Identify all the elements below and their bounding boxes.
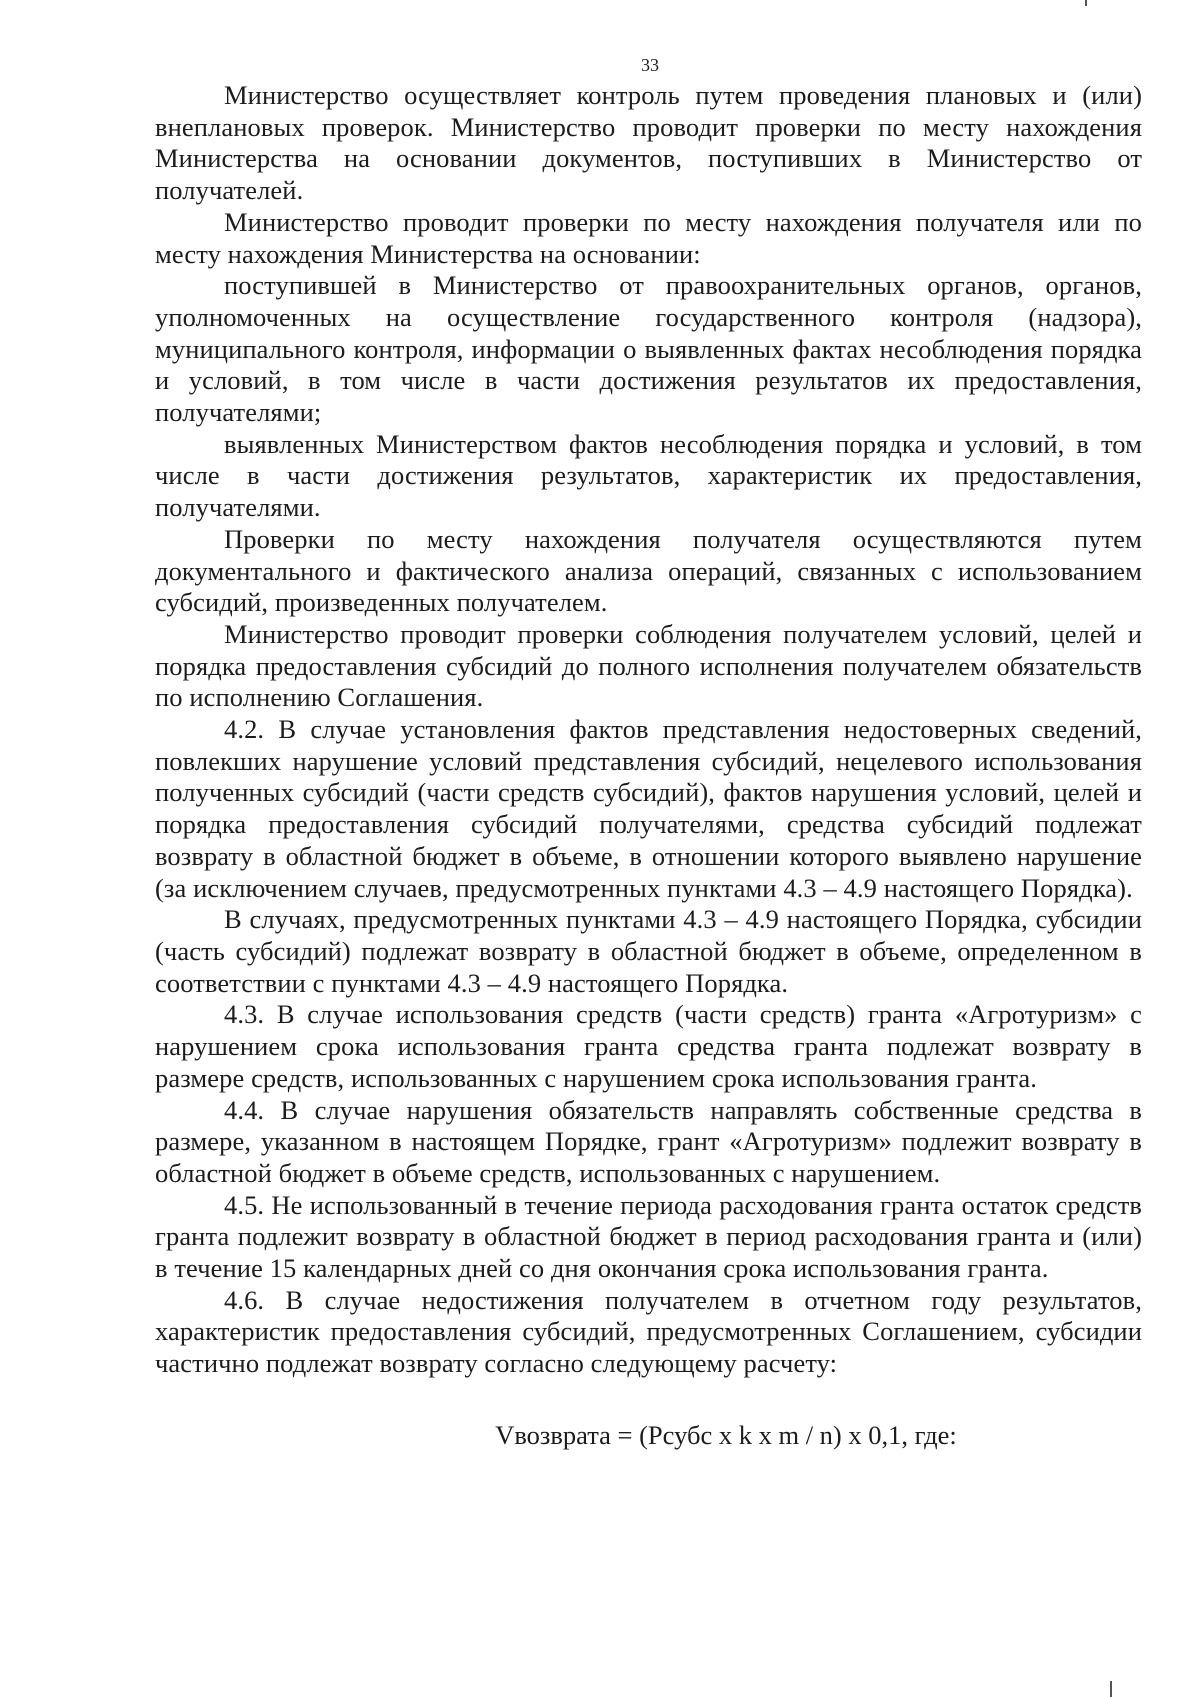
paragraph-ministry-findings: выявленных Министерством фактов несоблюдения порядка и условий, в том числе в части достижения результатов, характеристик их предоставления, получателями. bbox=[155, 428, 1142, 523]
paragraph-inspection-method: Проверки по месту нахождения получателя осуществляются путем документального и фактического анализа операций, связанных с использованием субсидий, произведенных получателем. bbox=[155, 523, 1142, 618]
paragraph-4-2: 4.2. В случае установления фактов представления недостоверных сведений, повлекших нарушение условий представления субсидий, нецелевого использования полученных субсидий (части средств субсидий), фактов нарушения условий, целей и порядка предоставления субсидий получателями, средства субсидий подлежат возврату в областной бюджет в объеме, в отношении которого выявлено нарушение (за исключением случаев, предусмотренных пунктами 4.3 – 4.9 настоящего Порядка). bbox=[155, 714, 1142, 903]
paragraph-4-5: 4.5. Не использованный в течение периода расходования гранта остаток средств гранта подлежит возврату в областной бюджет в период расходования гранта и (или) в течение 15 календарных дней со дня окончания срока использования гранта. bbox=[155, 1189, 1142, 1284]
document-body bbox=[155, 80, 1142, 1451]
scan-edge-mark bbox=[1085, 0, 1087, 6]
paragraph-law-enforcement-info: поступившей в Министерство от правоохранительных органов, органов, уполномоченных на осуществление государственного контроля (надзора), муниципального контроля, информации о выявленных фактах несоблюдения порядка и условий, в том числе в части достижения результатов их предоставления, получателями; bbox=[155, 270, 1142, 428]
refund-formula: Vвозврата = (Рсубс x k x m / n) x 0,1, где: bbox=[495, 1419, 957, 1450]
paragraph-compliance-checks: Министерство проводит проверки соблюдения получателем условий, целей и порядка предоставления субсидий до полного исполнения получателем обязательств по исполнению Соглашения. bbox=[155, 618, 1142, 713]
paragraph-control-methods: Министерство осуществляет контроль путем проведения плановых и (или) внеплановых проверок. Министерство проводит проверки по месту нахождения Министерства на основании документов, поступивших в Министерство от получателей. bbox=[155, 80, 1142, 206]
scan-edge-mark-bottom bbox=[1110, 1681, 1112, 1697]
paragraph-4-3: 4.3. В случае использования средств (части средств) гранта «Агротуризм» с нарушением срока использования гранта средства гранта подлежат возврату в размере средств, использованных с нарушением срока использования гранта. bbox=[155, 999, 1142, 1093]
paragraph-4-6: 4.6. В случае недостижения получателем в отчетном году результатов, характеристик предоставления субсидий, предусмотренных Соглашением, субсидии частично подлежат возврату согласно следующему расчету: bbox=[155, 1284, 1142, 1379]
page-number: 33 bbox=[641, 55, 659, 75]
paragraph-cases-4-3-4-9: В случаях, предусмотренных пунктами 4.3 – 4.9 настоящего Порядка, субсидии (часть субсидий) подлежат возврату в областной бюджет в объеме, определенном в соответствии с пунктами 4.3 – 4.9 настоящего Порядка. bbox=[155, 904, 1142, 998]
paragraph-4-4: 4.4. В случае нарушения обязательств направлять собственные средства в размере, указанном в настоящем Порядке, грант «Агротуризм» подлежит возврату в областной бюджет в объеме средств, использованных с нарушением. bbox=[155, 1094, 1142, 1188]
paragraph-inspection-location: Министерство проводит проверки по месту нахождения получателя или по месту нахождения Министерства на основании: bbox=[155, 206, 1142, 269]
